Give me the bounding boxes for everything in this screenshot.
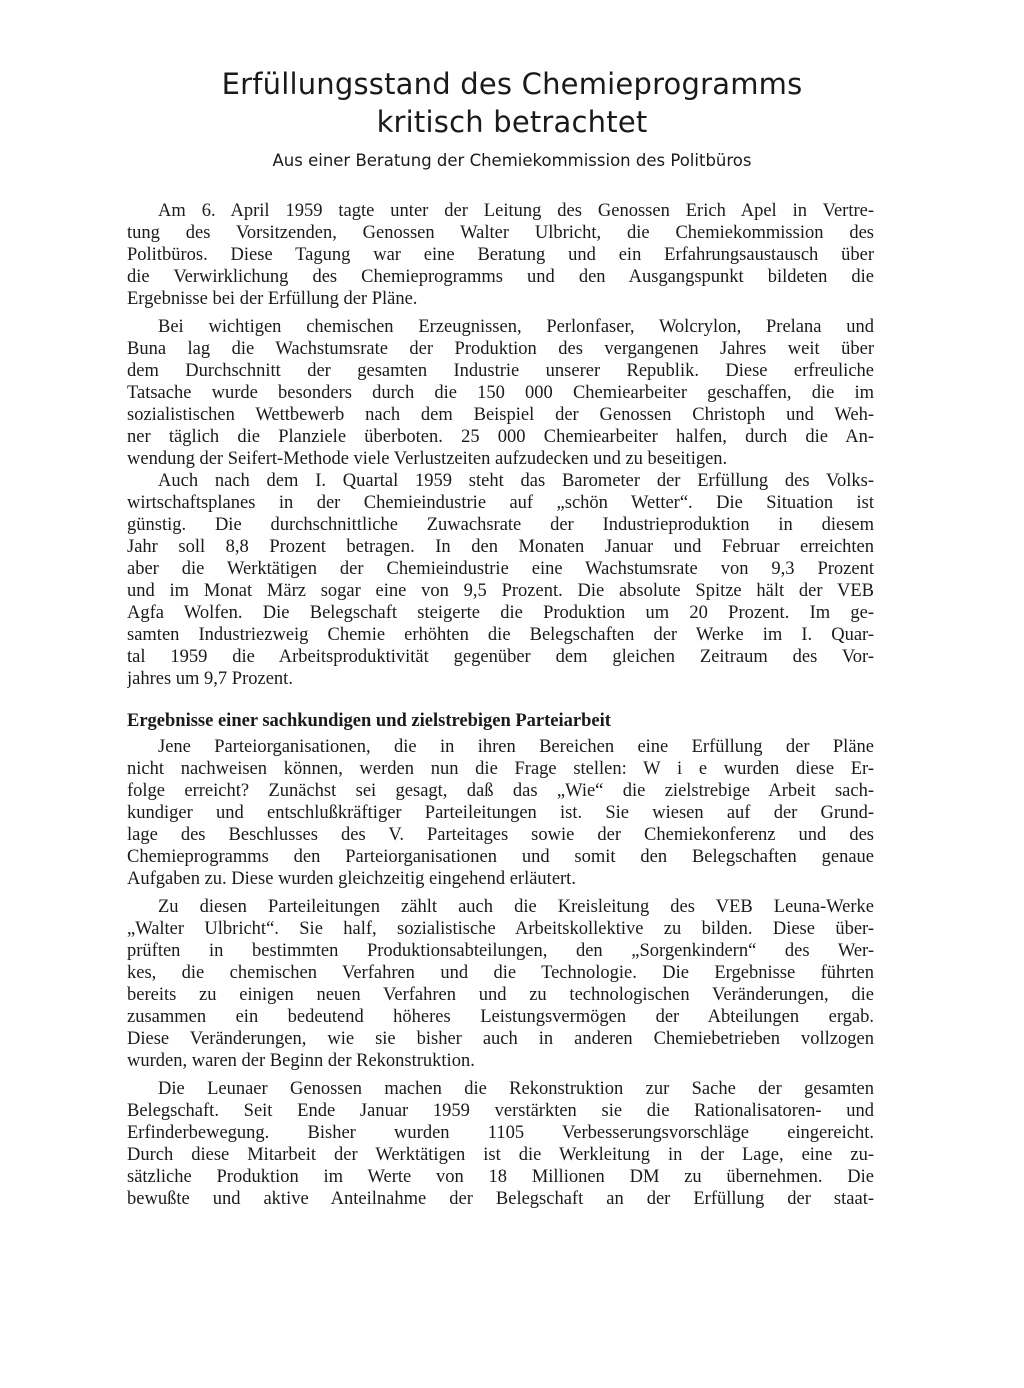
body-line: Durch diese Mitarbeit der Werktätigen ist die Werkleitung in der Lage, eine zu- xyxy=(127,1145,874,1165)
body-line: Auch nach dem I. Quartal 1959 steht das Barometer der Erfüllung des Volks- xyxy=(158,471,874,491)
body-line: sätzliche Produktion im Werte von 18 Millionen DM zu übernehmen. Die xyxy=(127,1167,874,1187)
body-line: Am 6. April 1959 tagte unter der Leitung des Genossen Erich Apel in Vertre- xyxy=(158,201,874,221)
body-line: Jahr soll 8,8 Prozent betragen. In den Monaten Januar und Februar erreichten xyxy=(127,537,874,557)
body-line: günstig. Die durchschnittliche Zuwachsrate der Industrieproduktion in diesem xyxy=(127,515,874,535)
body-line: ner täglich die Planziele überboten. 25 000 Chemiearbeiter halfen, durch die An- xyxy=(127,427,874,447)
body-line: prüften in bestimmten Produktionsabteilungen, den „Sorgenkindern“ des Wer- xyxy=(127,941,874,961)
body-line: bewußte und aktive Anteilnahme der Belegschaft an der Erfüllung der staat- xyxy=(127,1189,874,1209)
body-line: „Walter Ulbricht“. Sie half, sozialistische Arbeitskollektive zu bilden. Diese über- xyxy=(127,919,874,939)
body-line: tung des Vorsitzenden, Genossen Walter Ulbricht, die Chemiekommission des xyxy=(127,223,874,243)
body-line: Erfinderbewegung. Bisher wurden 1105 Verbesserungsvorschläge eingereicht. xyxy=(127,1123,874,1143)
body-line: kes, die chemischen Verfahren und die Technologie. Die Ergebnisse führten xyxy=(127,963,874,983)
article-subtitle: Aus einer Beratung der Chemiekommission des Politbüros xyxy=(272,151,752,170)
body-line: dem Durchschnitt der gesamten Industrie unserer Republik. Diese erfreuliche xyxy=(127,361,874,381)
body-line: und im Monat März sogar eine von 9,5 Prozent. Die absolute Spitze hält der VEB xyxy=(127,581,874,601)
section-heading: Ergebnisse einer sachkundigen und zielstrebigen Parteiarbeit xyxy=(127,711,611,731)
body-line: sozialistischen Wettbewerb nach dem Beispiel der Genossen Christoph und Weh- xyxy=(127,405,874,425)
body-line: nicht nachweisen können, werden nun die Frage stellen: W i e wurden diese Er- xyxy=(127,759,874,779)
body-line: samten Industriezweig Chemie erhöhten die Belegschaften der Werke im I. Quar- xyxy=(127,625,874,645)
body-line: tal 1959 die Arbeitsproduktivität gegenüber dem gleichen Zeitraum des Vor- xyxy=(127,647,874,667)
body-line: Belegschaft. Seit Ende Januar 1959 verstärkten sie die Rationalisatoren- und xyxy=(127,1101,874,1121)
body-line: die Verwirklichung des Chemieprogramms und den Ausgangspunkt bildeten die xyxy=(127,267,874,287)
body-line: Politbüros. Diese Tagung war eine Beratung und ein Erfahrungsaustausch über xyxy=(127,245,874,265)
body-line: Die Leunaer Genossen machen die Rekonstruktion zur Sache der gesamten xyxy=(158,1079,874,1099)
body-line: wurden, waren der Beginn der Rekonstruktion. xyxy=(127,1051,475,1071)
article-title-line-2: kritisch betrachtet xyxy=(376,105,648,139)
body-line: Chemieprogramms den Parteiorganisationen und somit den Belegschaften genaue xyxy=(127,847,874,867)
article-title-line-1: Erfüllungsstand des Chemieprogramms xyxy=(221,67,803,101)
body-line: wirtschaftsplanes in der Chemieindustrie auf „schön Wetter“. Die Situation ist xyxy=(127,493,874,513)
body-line: folge erreicht? Zunächst sei gesagt, daß das „Wie“ die zielstrebige Arbeit sach- xyxy=(127,781,874,801)
body-line: Tatsache wurde besonders durch die 150 000 Chemiearbeiter geschaffen, die im xyxy=(127,383,874,403)
body-line: lage des Beschlusses des V. Parteitages sowie der Chemiekonferenz und des xyxy=(127,825,874,845)
body-line: Diese Veränderungen, wie sie bisher auch in anderen Chemiebetrieben vollzogen xyxy=(127,1029,874,1049)
body-line: wendung der Seifert-Methode viele Verlustzeiten aufzudecken und zu beseitigen. xyxy=(127,449,728,469)
body-line: aber die Werktätigen der Chemieindustrie eine Wachstumsrate von 9,3 Prozent xyxy=(127,559,874,579)
body-line: Aufgaben zu. Diese wurden gleichzeitig eingehend erläutert. xyxy=(127,869,576,889)
body-line: Buna lag die Wachstumsrate der Produktion des vergangenen Jahres weit über xyxy=(127,339,874,359)
body-line: kundiger und entschlußkräftiger Parteileitungen ist. Sie wiesen auf der Grund- xyxy=(127,803,874,823)
body-line: Ergebnisse bei der Erfüllung der Pläne. xyxy=(127,289,418,309)
body-line: Zu diesen Parteileitungen zählt auch die Kreisleitung des VEB Leuna-Werke xyxy=(158,897,874,917)
body-line: Agfa Wolfen. Die Belegschaft steigerte die Produktion um 20 Prozent. Im ge- xyxy=(127,603,874,623)
body-line: Bei wichtigen chemischen Erzeugnissen, Perlonfaser, Wolcrylon, Prelana und xyxy=(158,317,874,337)
body-line: Jene Parteiorganisationen, die in ihren Bereichen eine Erfüllung der Pläne xyxy=(158,737,874,757)
body-line: jahres um 9,7 Prozent. xyxy=(127,669,293,689)
body-line: zusammen ein bedeutend höheres Leistungsvermögen der Abteilungen ergab. xyxy=(127,1007,874,1027)
body-line: bereits zu einigen neuen Verfahren und zu technologischen Veränderungen, die xyxy=(127,985,874,1005)
